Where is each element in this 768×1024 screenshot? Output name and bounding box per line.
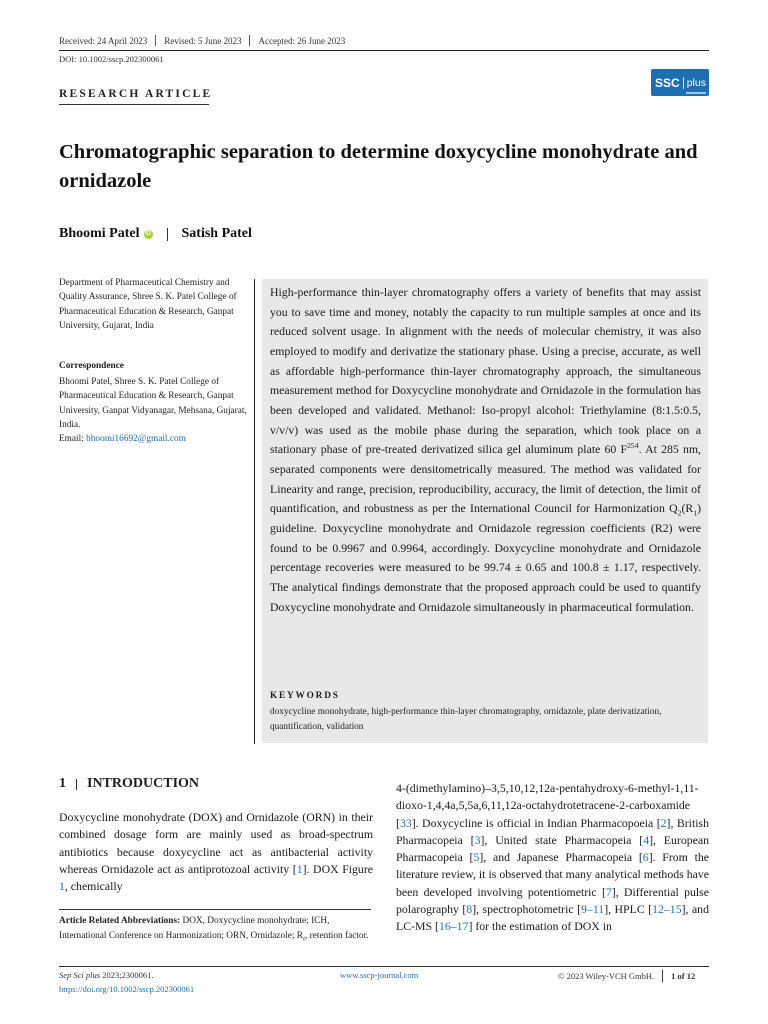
article-type: RESEARCH ARTICLE	[59, 88, 213, 100]
correspondence-text	[59, 375, 249, 446]
text-run: Doxycycline monohydrate (DOX) and Ornidazole (ORN) in their combined dosage form are mainly used as broad-spectrum antibiotics because doxycycline act as antibacterial activity whereas Ornidazole act as antiprotozoal activity [	[59, 810, 373, 876]
citation-link[interactable]: 33	[399, 815, 412, 830]
citation-link[interactable]: 5	[473, 850, 480, 865]
journal-name: Sep Sci plus	[59, 970, 101, 980]
text-run: ], United state Pharmacopeia [	[480, 832, 644, 847]
footnote-rule	[59, 909, 371, 910]
citation-link[interactable]: 2	[660, 815, 667, 830]
citation-link[interactable]: 9–11	[581, 902, 605, 917]
citation-link[interactable]: 6	[642, 850, 649, 865]
abstract-part: ) guideline. Doxycycline monohydrate and Ornidazole regression coefficients (R2) were found to be 0.9967 and 0.9964, accordingly. Doxycycline monohydrate and Ornidazole percentage recoveries were measured to be 99.74 ± 0.65 and 100.8 ± 1.17, respectively. The analytical findings demonstrate that the proposed approach could be used to quantify Doxycycline monohydrate and Ornidazole simultaneously in pharmaceutical formulation.	[270, 501, 701, 614]
abbreviations-footnote	[59, 914, 373, 943]
intro-paragraph-left	[59, 809, 373, 895]
section-heading	[59, 776, 199, 792]
journal-website-link[interactable]: www.sscp-journal.com	[340, 970, 419, 980]
email-link[interactable]: bhoomi16692@gmail.com	[86, 434, 186, 445]
text-run: ]. From the literature review, it is observed that many analytical methods have been developed involving potentiometric [	[396, 850, 709, 899]
text-run: ], British Pharmacopeia [	[396, 815, 709, 847]
citation-link[interactable]: 7	[605, 884, 612, 899]
correspondence-heading: Correspondence	[59, 361, 124, 371]
footer-rule	[59, 966, 709, 967]
orcid-icon[interactable]: iD	[145, 230, 151, 237]
correspondence-address: Bhoomi Patel, Shree S. K. Patel College of Pharmaceutical Education & Research, Ganpat University, Ganpat Vidyanagar, Mehsana, Gujarat, India.	[59, 377, 247, 430]
text-run: ], and Japanese Pharmacopeia [	[479, 850, 643, 865]
footer-citation	[59, 970, 153, 980]
citation-link[interactable]: 16–17	[438, 919, 469, 934]
column-divider	[254, 279, 255, 744]
text-run: ], Differential pulse polarography [	[396, 884, 709, 917]
text-run: ] for the estimation of DOX in	[468, 919, 612, 934]
affiliation: Department of Pharmaceutical Chemistry and Quality Assurance, Shree S. K. Patel College of Pharmaceutical Education & Research, Ganpat University, Gujarat, India	[59, 278, 237, 331]
intro-paragraph-right	[396, 780, 709, 936]
text-run: ], spectrophotometric [	[472, 902, 582, 917]
figure-link[interactable]: 1	[59, 879, 65, 894]
citation-link[interactable]: 1	[296, 861, 303, 876]
page-number: 1 of 12	[671, 971, 696, 981]
footer-doi-link[interactable]: https://doi.org/10.1002/sscp.202300061	[59, 984, 195, 994]
citation-link[interactable]: 4	[643, 832, 650, 847]
citation-text: 2023;2300061.	[100, 970, 154, 980]
logo-text-ssc: SSC	[655, 75, 680, 90]
article-dates	[59, 35, 345, 46]
email-label: Email:	[59, 434, 87, 445]
text-run: ], HPLC [	[604, 902, 653, 917]
divider	[249, 35, 250, 46]
text-run: ]. Doxycycline is official in Indian Pharmacopoeia [	[411, 815, 661, 830]
text-run: ], European Pharmacopeia [	[396, 832, 710, 865]
text-run: DOX, Doxycycline monohydrate; ICH, International Conference on Harmonization; ORN, Ornidazole; R	[59, 916, 330, 941]
received-date: Received: 24 April 2023	[59, 35, 148, 46]
section-number: 1	[59, 776, 66, 791]
logo-strip	[686, 92, 706, 94]
divider	[155, 35, 156, 46]
citation-link[interactable]: 8	[466, 902, 473, 917]
divider	[167, 228, 168, 241]
abstract-part: (R	[681, 501, 694, 516]
section-title: INTRODUCTION	[87, 776, 200, 791]
abstract-part: High-performance thin-layer chromatography offers a variety of benefits that may assist you to save time and money, notably the capacity to run multiple samples at once and its reduced solvent usage. In alignment with the needs of molecular chemistry, it was also employed to modify and derivatize the stationary phase. Using a precise, accurate, as well as affordable high-performance thin-layer chromatography approach, the simultaneous measurement method for Doxycycline monohydrate and Ornidazole in the formulation has been developed and validated. Methanol: Iso-propyl alcohol: Triethylamine (8:1.5:0.5, v/v/v) was used as the mobile phase during the separation, which took place on a stationary phase of pre-treated derivatized silica gel aluminum plate 60 F	[270, 285, 701, 457]
text-run: 4-(dimethylamino)–3,5,10,12,12a-pentahydroxy-6-methyl-1,11-dioxo-1,4,4a,5,5a,6,11,12a-octahydrotetracene-2-carboxamide [	[396, 781, 699, 830]
article-type-underline	[59, 104, 209, 105]
citation-link[interactable]: 12–15	[652, 902, 682, 917]
abstract-text	[270, 283, 701, 617]
subscript: f	[302, 936, 305, 943]
text-run: , chemically	[64, 879, 123, 894]
author-list	[59, 226, 252, 242]
abstract-part: . At 285 nm, separated components were densitometrically measured. The method was validated for Linearity and range, precision, reproducibility, accuracy, the limit of detection, the limit of quantification, and robustness as per the International Council for Harmonization Q	[270, 442, 701, 516]
text-run: ]. DOX Figure	[302, 861, 373, 876]
copyright: © 2023 Wiley-VCH GmbH.	[558, 971, 655, 981]
logo-text-plus: plus	[683, 77, 706, 89]
keywords-heading: KEYWORDS	[270, 691, 340, 701]
citation-link[interactable]: 3	[474, 832, 481, 847]
text-run: , retention factor.	[304, 930, 369, 941]
divider	[76, 779, 77, 790]
revised-date: Revised: 5 June 2023	[164, 35, 242, 46]
doi-label: DOI: 10.1002/sscp.202300061	[59, 54, 164, 64]
author-name[interactable]: Bhoomi Patel	[59, 226, 140, 241]
abbreviations-heading: Article Related Abbreviations:	[59, 916, 181, 926]
journal-logo[interactable]	[651, 69, 709, 96]
article-title: Chromatographic separation to determine doxycycline monohydrate and ornidazole	[59, 141, 698, 192]
keywords-text: doxycycline monohydrate, high-performance thin-layer chromatography, ornidazole, plate derivatization, quantification, validation	[270, 707, 662, 732]
subscript: 1	[693, 508, 698, 518]
footer-right	[558, 970, 695, 982]
divider	[662, 970, 663, 982]
superscript: 254	[627, 441, 639, 451]
subscript: 2	[677, 508, 682, 518]
accepted-date: Accepted: 26 June 2023	[258, 35, 346, 46]
header-rule	[59, 50, 709, 51]
text-run: ], and LC-MS [	[396, 902, 709, 934]
author-name[interactable]: Satish Patel	[181, 226, 252, 241]
